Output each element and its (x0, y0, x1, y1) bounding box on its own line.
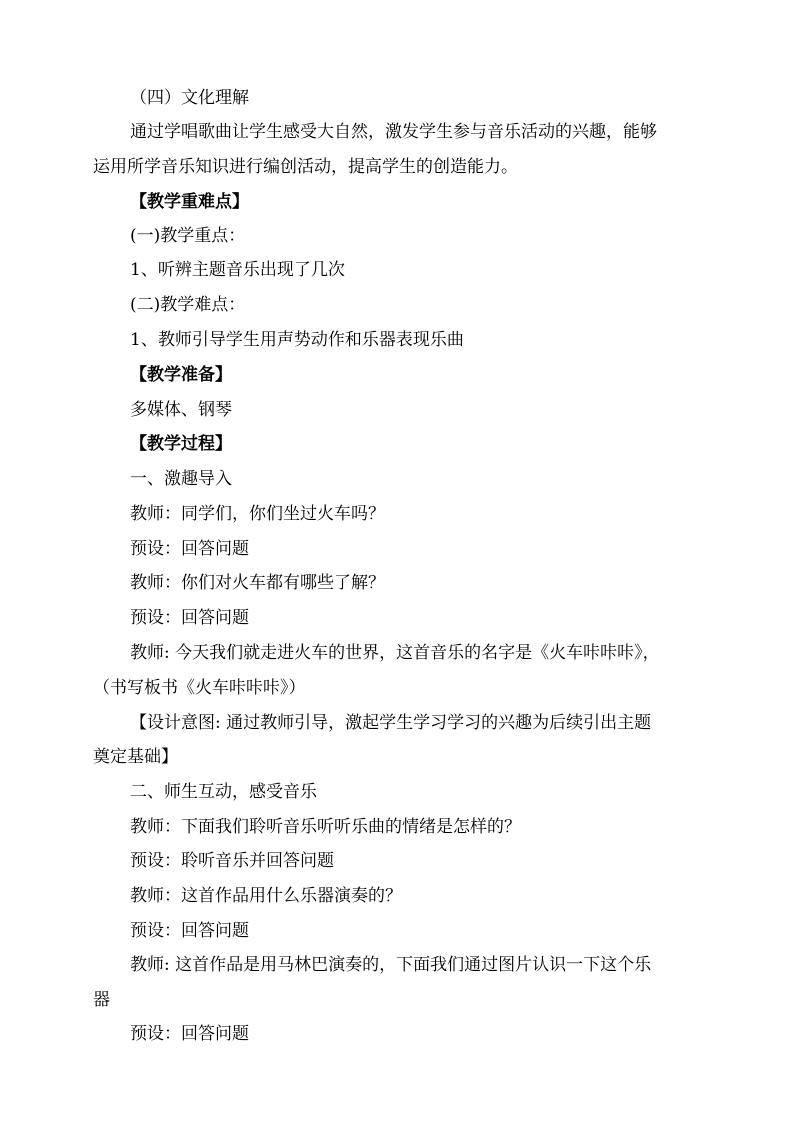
dialog-line: 教师：同学们，你们坐过火车吗？ (130, 504, 385, 524)
difficulty-title: (二)教学难点： (130, 295, 246, 315)
design-intent-line: 【设计意图: 通过教师引导，激起学生学习学习的兴趣为后续引出主题 (130, 713, 652, 733)
paragraph-line: 通过学唱歌曲让学生感受大自然，激发学生参与音乐活动的兴趣，能够 (130, 122, 657, 142)
dialog-line: 教师：你们对火车都有哪些了解？ (130, 573, 385, 593)
dialog-line: 预设：回答问题 (130, 921, 249, 941)
dialog-line: 预设：回答问题 (130, 1024, 249, 1044)
dialog-line: 教师：下面我们聆听音乐听听乐曲的情绪是怎样的？ (130, 817, 521, 837)
key-point-title: (一)教学重点： (130, 226, 246, 246)
dialog-line: 教师: 这首作品是用马林巴演奏的，下面我们通过图片认识一下这个乐 (130, 955, 652, 975)
dialog-line: 预设：回答问题 (130, 539, 249, 559)
key-point-item: 1、听辨主题音乐出现了几次 (130, 260, 345, 280)
heading-preparation: 【教学准备】 (130, 365, 232, 385)
dialog-line: 预设：回答问题 (130, 608, 249, 628)
preparation-items: 多媒体、钢琴 (130, 400, 232, 420)
step-title: 一、激趣导入 (130, 469, 232, 489)
dialog-line: 教师: 今天我们就走进火车的世界，这首音乐的名字是《火车咔咔咔》， (130, 643, 660, 663)
difficulty-item: 1、教师引导学生用声势动作和乐器表现乐曲 (130, 330, 464, 350)
dialog-line: （书写板书《火车咔咔咔》） (93, 678, 306, 698)
paragraph-line: 运用所学音乐知识进行编创活动，提高学生的创造能力。 (93, 157, 518, 177)
dialog-line: 教师：这首作品用什么乐器演奏的？ (130, 886, 402, 906)
design-intent-line: 奠定基础】 (93, 747, 178, 767)
dialog-line: 预设：聆听音乐并回答问题 (130, 851, 334, 871)
heading-key-points: 【教学重难点】 (130, 192, 249, 212)
step-title: 二、师生互动，感受音乐 (130, 782, 317, 802)
heading-process: 【教学过程】 (130, 434, 232, 454)
dialog-line: 器 (93, 990, 110, 1010)
section-cultural-heading: （四）文化理解 (130, 88, 249, 108)
